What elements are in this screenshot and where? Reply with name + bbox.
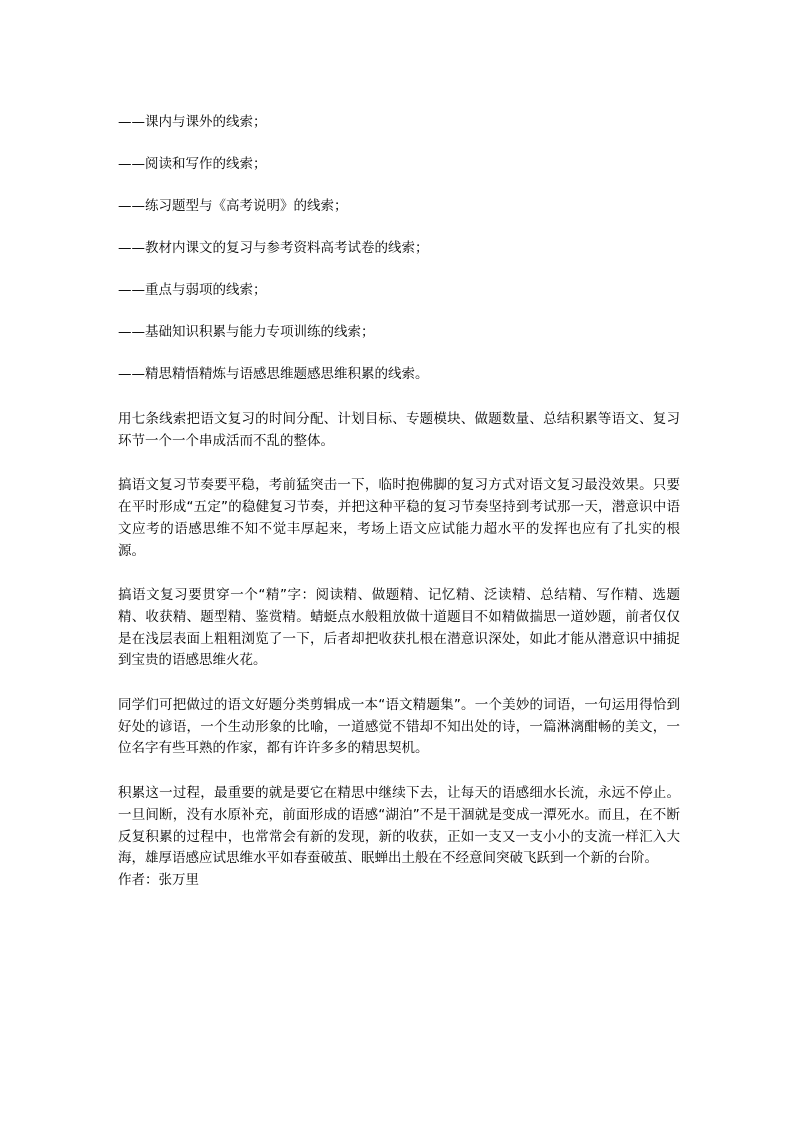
clue-line: ——练习题型与《高考说明》的线索； [118, 198, 348, 214]
paragraph: 积累这一过程，最重要的就是要它在精思中继续下去，让每天的语感细水长流，永远不停止。一旦间断，没有水原补充，前面形成的语感“湖泊”不是干涸就是变成一潭死水。而且，在不断反复积累的过程中，也常常会有新的发现，新的收获，正如一支又一支小小的支流一样汇入大海，雄厚语感应试思维水平如春蚕破茧、眠蝉出土般在不经意间突破飞跃到一个新的台阶。 [118, 785, 680, 867]
document-body [118, 112, 680, 892]
author-line: 作者：张万里 [118, 871, 199, 888]
paragraph: 搞语文复习要贯穿一个“精”字：阅读精、做题精、记忆精、泛读精、总结精、写作精、选题精、收获精、题型精、鉴赏精。蜻蜓点水般粗放做十道题目不如精做揣思一道妙题，前者仅仅是在浅层表面上粗粗浏览了一下，后者却把收获扎根在潜意识深处，如此才能从潜意识中捕捉到宝贵的语感思维火花。 [118, 587, 680, 669]
paragraph: 搞语文复习节奏要平稳，考前猛突击一下，临时抱佛脚的复习方式对语文复习最没效果。只要在平时形成“五定”的稳健复习节奏，并把这种平稳的复习节奏坚持到考试那一天，潜意识中语文应考的语感思维不知不觉丰厚起来，考场上语文应试能力超水平的发挥也应有了扎实的根源。 [118, 477, 680, 559]
paragraph: 同学们可把做过的语文好题分类剪辑成一本“语文精题集”。一个美妙的词语，一句运用得恰到好处的谚语，一个生动形象的比喻，一道感觉不错却不知出处的诗，一篇淋漓酣畅的美文，一位名字有些耳熟的作家，都有许许多多的精思契机。 [118, 697, 680, 757]
clue-line: ——基础知识积累与能力专项训练的线索； [118, 324, 375, 340]
clue-line: ——课内与课外的线索； [118, 114, 267, 130]
paragraph: 用七条线索把语文复习的时间分配、计划目标、专题模块、做题数量、总结积累等语文、复习环节一个一个串成活而不乱的整体。 [118, 411, 680, 449]
clue-line: ——重点与弱项的线索； [118, 282, 267, 298]
clue-line: ——精思精悟精炼与语感思维题感思维积累的线索。 [118, 366, 429, 382]
clue-line: ——阅读和写作的线索； [118, 156, 267, 172]
clue-line: ——教材内课文的复习与参考资料高考试卷的线索； [118, 240, 429, 256]
